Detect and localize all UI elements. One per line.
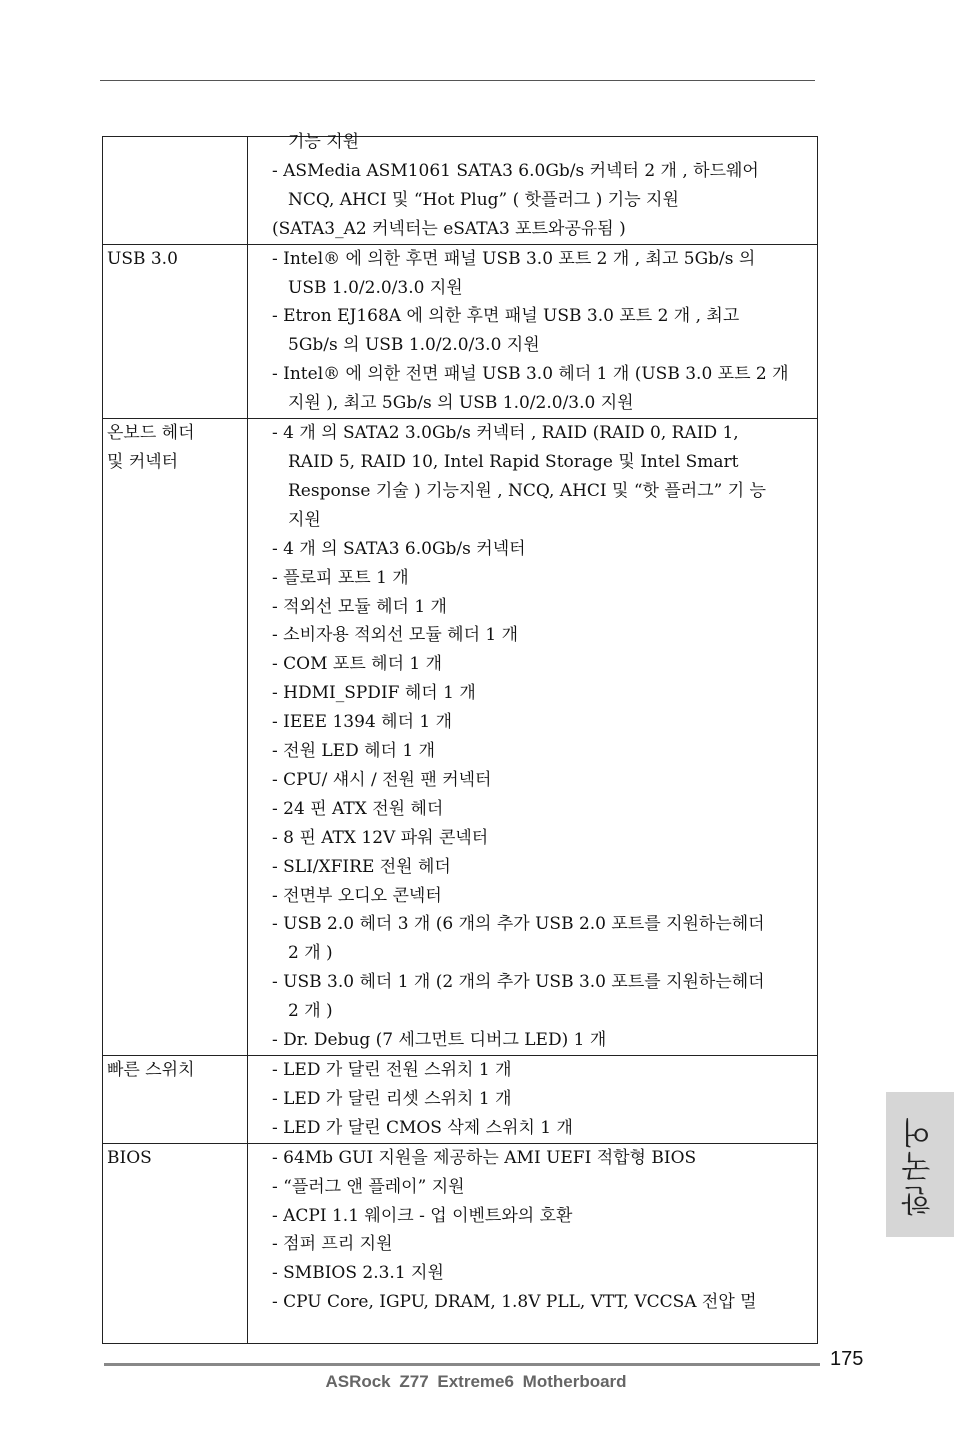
spec-line: - Intel® 에 의한 전면 패널 USB 3.0 헤더 1 개 (USB 3.0 포트 2 개	[272, 364, 789, 385]
spec-label: BIOS	[107, 1147, 152, 1168]
spec-line: - 24 핀 ATX 전원 헤더	[272, 798, 444, 819]
spec-line: 지원	[288, 509, 321, 530]
spec-line: RAID 5, RAID 10, Intel Rapid Storage 및 Intel Smart	[288, 451, 739, 472]
spec-line: (SATA3_A2 커넥터는 eSATA3 포트와공유됨 )	[272, 218, 626, 239]
spec-label-cell	[103, 419, 248, 1056]
spec-line: - 소비자용 적외선 모듈 헤더 1 개	[272, 625, 519, 646]
spec-line: USB 1.0/2.0/3.0 지원	[288, 277, 463, 298]
spec-line: - 전면부 오디오 콘넥터	[272, 885, 442, 906]
spec-line: 2 개 )	[288, 943, 333, 964]
spec-line: - HDMI_SPDIF 헤더 1 개	[272, 683, 476, 704]
footer-rule	[104, 1363, 820, 1366]
spec-line: - 8 핀 ATX 12V 파워 콘넥터	[272, 827, 489, 848]
spec-line: - 적외선 모듈 헤더 1 개	[272, 596, 447, 617]
spec-label-cell	[103, 244, 248, 418]
spec-label: 온보드 헤더	[107, 423, 195, 444]
spec-line: - USB 3.0 헤더 1 개 (2 개의 추가 USB 3.0 포트를 지원하는헤더	[272, 972, 765, 993]
spec-line: - 4 개 의 SATA3 6.0Gb/s 커넥터	[272, 538, 526, 559]
spec-line: - 4 개 의 SATA2 3.0Gb/s 커넥터 , RAID (RAID 0, RAID 1,	[272, 423, 739, 444]
spec-line: - SMBIOS 2.3.1 지원	[272, 1263, 444, 1284]
spec-content-cell	[248, 419, 818, 1056]
spec-line: - LED 가 달린 CMOS 삭제 스위치 1 개	[272, 1117, 573, 1138]
spec-line: - 점퍼 프리 지원	[272, 1234, 393, 1255]
spec-line: - CPU Core, IGPU, DRAM, 1.8V PLL, VTT, VCCSA 전압 멀	[272, 1292, 757, 1313]
spec-label: 빠른 스위치	[107, 1060, 195, 1080]
spec-line: - IEEE 1394 헤더 1 개	[272, 712, 453, 733]
spec-table	[102, 132, 818, 1344]
spec-line: NCQ, AHCI 및 “Hot Plug” ( 핫플러그 ) 기능 지원	[288, 189, 679, 210]
spec-table-body	[103, 132, 818, 1344]
spec-line: - SLI/XFIRE 전원 헤더	[272, 856, 451, 877]
spec-line: - USB 2.0 헤더 3 개 (6 개의 추가 USB 2.0 포트를 지원하는헤더	[272, 914, 765, 935]
spec-line: - ASMedia ASM1061 SATA3 6.0Gb/s 커넥터 2 개 , 하드웨어	[272, 160, 759, 181]
spec-row	[103, 244, 818, 418]
spec-row	[103, 137, 818, 245]
language-tab-label: 한국어	[902, 1113, 937, 1216]
spec-content-cell	[248, 1056, 818, 1144]
spec-line: - Intel® 에 의한 후면 패널 USB 3.0 포트 2 개 , 최고 5Gb/s 의	[272, 248, 756, 269]
spec-label-cell	[103, 1056, 248, 1144]
spec-line: - CPU/ 섀시 / 전원 팬 커넥터	[272, 769, 492, 790]
spec-label-cell	[103, 1143, 248, 1343]
spec-line: - 전원 LED 헤더 1 개	[272, 741, 436, 762]
spec-line: - “플러그 앤 플레이” 지원	[272, 1176, 465, 1197]
spec-label: USB 3.0	[107, 248, 178, 269]
spec-line: - 64Mb GUI 지원을 제공하는 AMI UEFI 적합형 BIOS	[272, 1147, 697, 1168]
spec-row	[103, 1143, 818, 1343]
language-tab	[886, 1092, 954, 1237]
spec-row	[103, 1056, 818, 1144]
spec-content-cell	[248, 1143, 818, 1343]
footer-title: ASRock Z77 Extreme6 Motherboard	[325, 1372, 627, 1391]
spec-line: 기능 지원	[288, 132, 360, 152]
spec-line: 5Gb/s 의 USB 1.0/2.0/3.0 지원	[288, 335, 540, 356]
page-number: 175	[830, 1348, 864, 1370]
spec-line: - 플로피 포트 1 개	[272, 567, 409, 588]
spec-label: 및 커넥터	[107, 451, 179, 472]
spec-content-cell	[248, 132, 818, 245]
header-rule	[100, 80, 815, 81]
spec-line: 지원 ), 최고 5Gb/s 의 USB 1.0/2.0/3.0 지원	[288, 393, 634, 414]
spec-line: - ACPI 1.1 웨이크 - 업 이벤트와의 호환	[272, 1205, 573, 1226]
spec-line: 2 개 )	[288, 1001, 333, 1022]
spec-line: - Dr. Debug (7 세그먼트 디버그 LED) 1 개	[272, 1030, 607, 1051]
spec-row	[103, 419, 818, 1056]
spec-line: - LED 가 달린 리셋 스위치 1 개	[272, 1088, 512, 1109]
spec-line: - COM 포트 헤더 1 개	[272, 654, 443, 675]
spec-content-cell	[248, 244, 818, 418]
spec-line: - Etron EJ168A 에 의한 후면 패널 USB 3.0 포트 2 개 , 최고	[272, 306, 740, 327]
spec-label-cell	[103, 137, 248, 245]
spec-line: - LED 가 달린 전원 스위치 1 개	[272, 1060, 512, 1080]
spec-line: Response 기술 ) 기능지원 , NCQ, AHCI 및 “핫 플러그” 기 능	[288, 480, 766, 501]
